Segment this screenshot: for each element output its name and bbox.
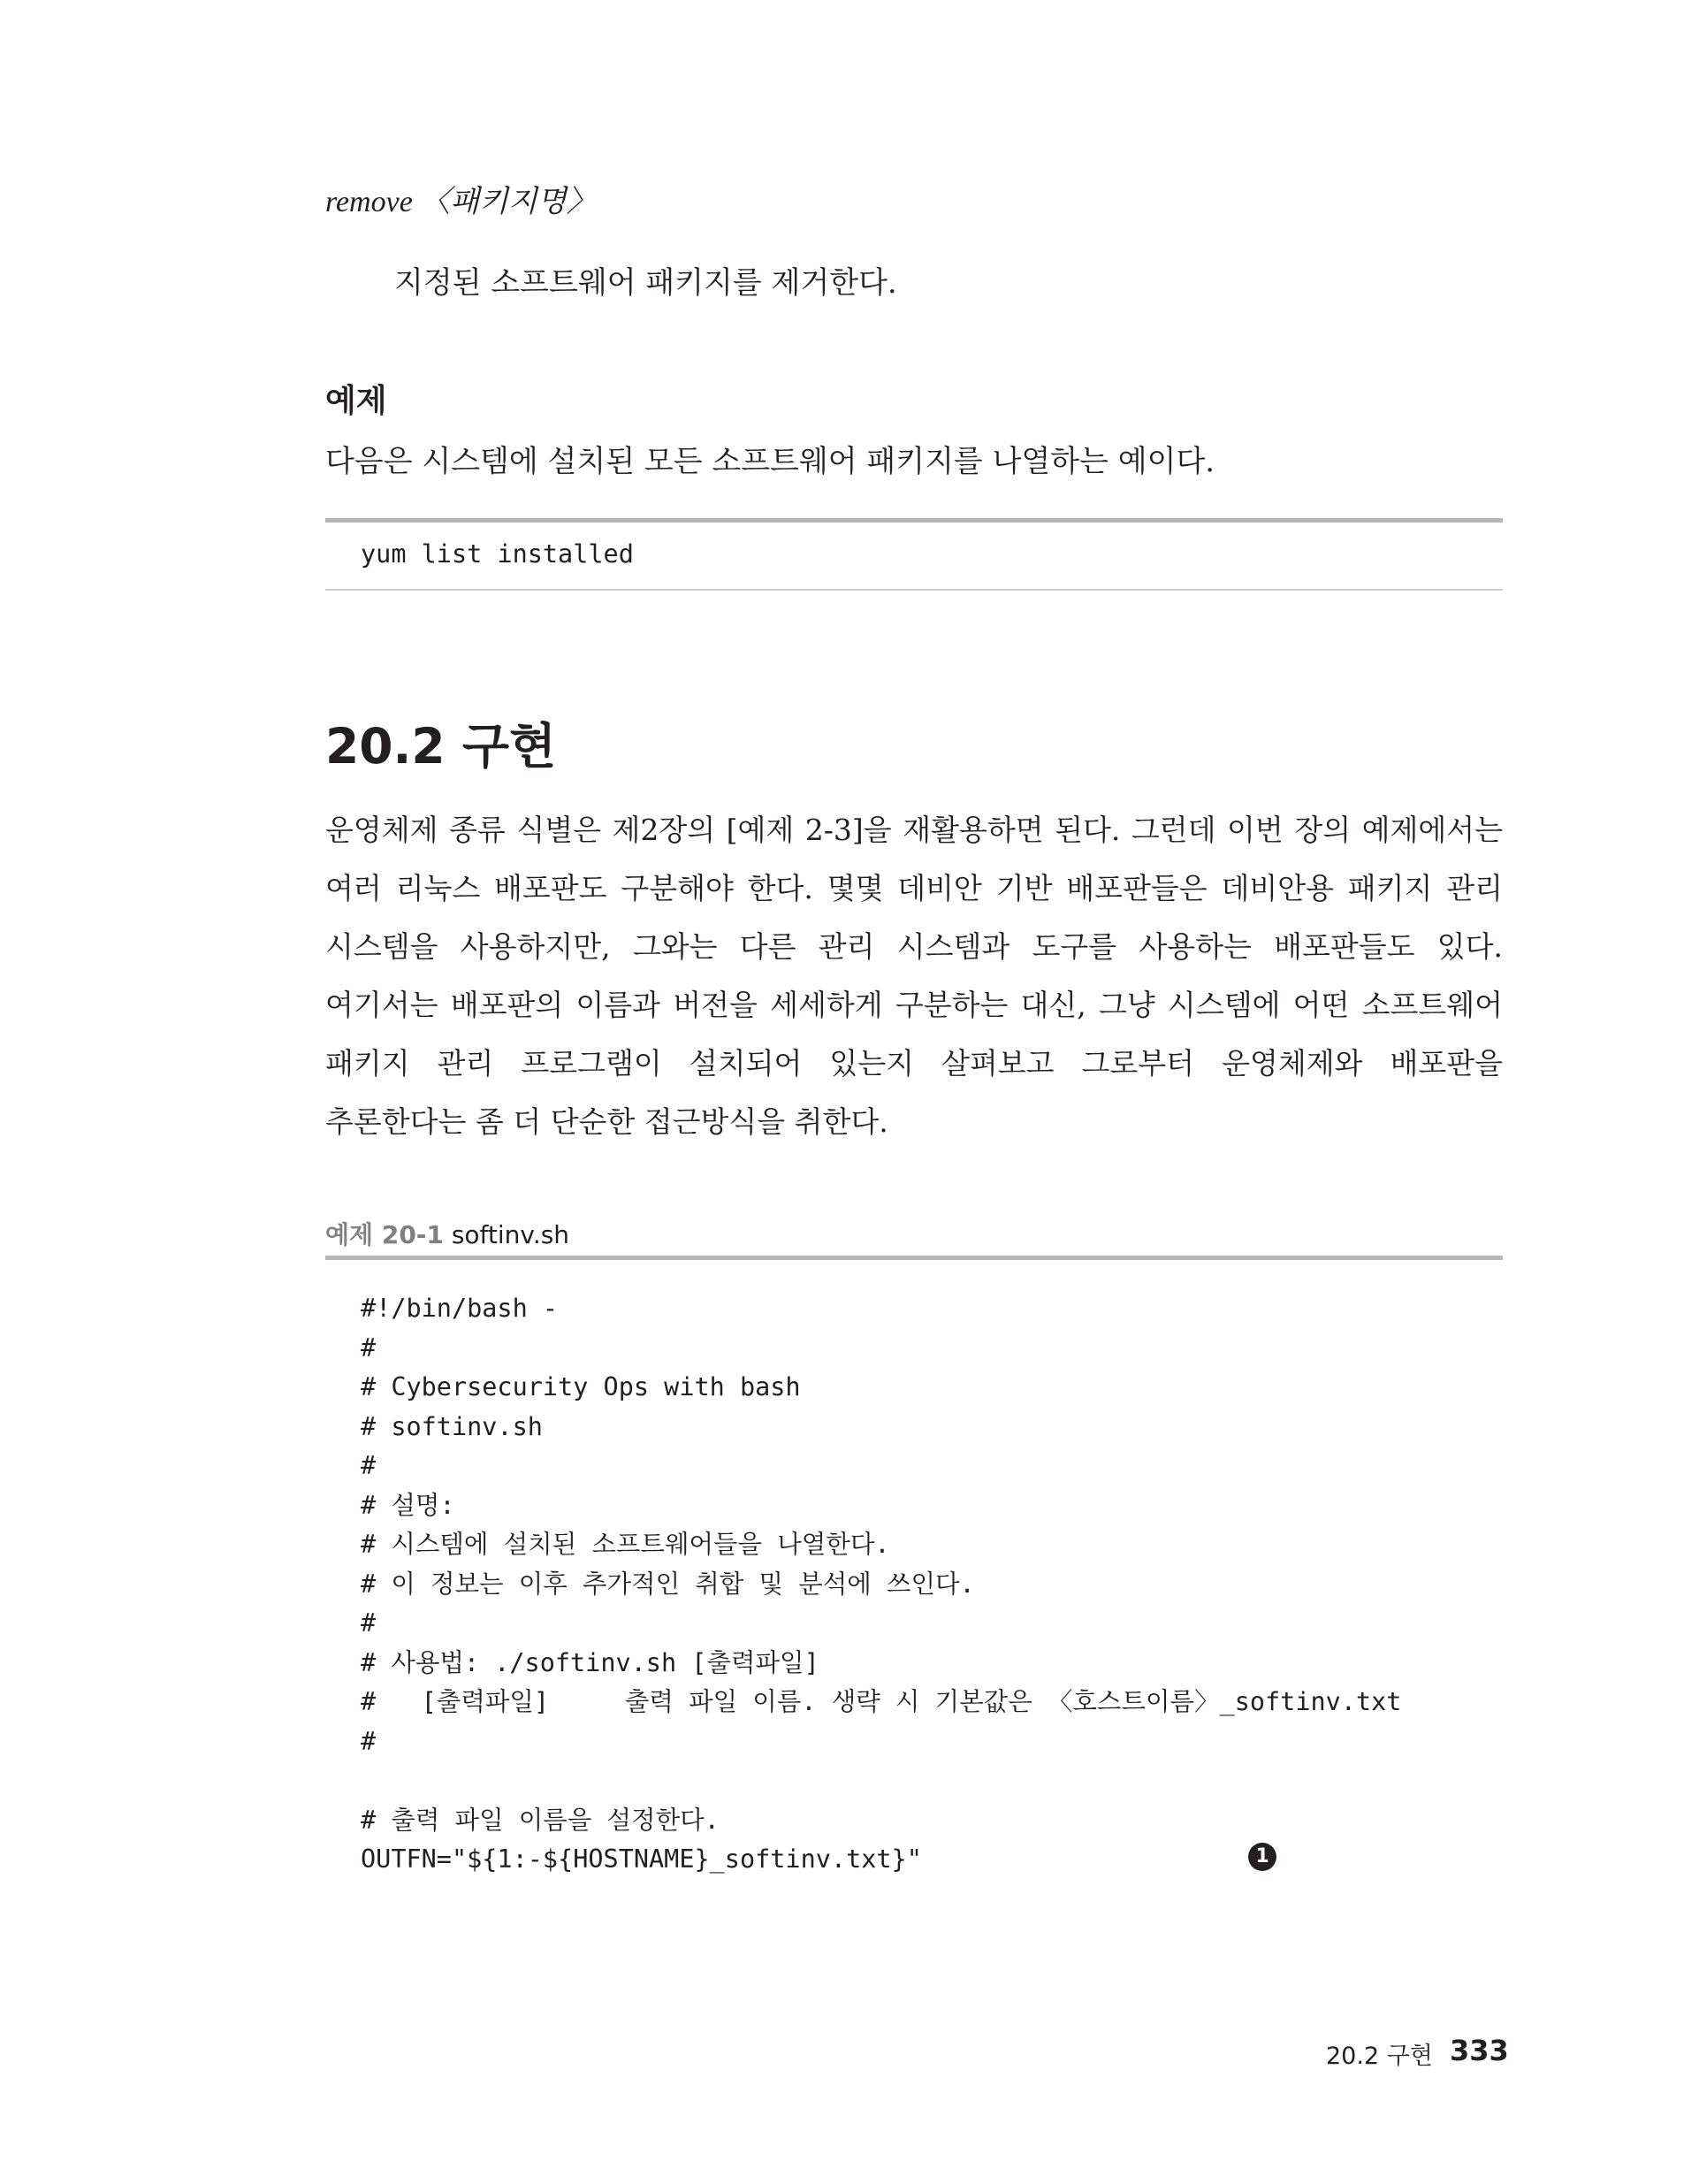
code-block-top-rule <box>325 518 1503 523</box>
option-keyword: remove <box>325 186 413 218</box>
code-line: # softinv.sh <box>361 1411 543 1441</box>
code-block-bottom-rule <box>325 589 1503 591</box>
code-line: # 시스템에 설치된 소프트웨어들을 나열한다. <box>361 1530 890 1559</box>
code-line: # <box>361 1451 377 1480</box>
code-line: # 이 정보는 이후 추가적인 취합 및 분석에 쓰인다. <box>361 1569 975 1599</box>
code-line: # <box>361 1333 377 1363</box>
option-description: 지정된 소프트웨어 패키지를 제거한다. <box>394 265 897 301</box>
listing-filename: softinv.sh <box>451 1220 570 1249</box>
callout-marker: 1 <box>1248 1843 1276 1871</box>
example-code: yum list installed <box>361 539 634 569</box>
option-argument: 〈패키지명〉 <box>420 184 597 219</box>
code-line: # 사용법: ./softinv.sh [출력파일] <box>361 1647 819 1677</box>
code-line: # <box>361 1608 377 1638</box>
footer-section-title: 20.2 구현 <box>1326 2043 1433 2070</box>
listing-code <box>361 1289 1401 1880</box>
listing-caption <box>325 1216 569 1251</box>
code-line: # 출력 파일 이름을 설정한다. <box>361 1805 720 1835</box>
code-line: # Cybersecurity Ops with bash <box>361 1372 801 1401</box>
example-heading: 예제 <box>325 383 387 419</box>
code-line: OUTFN="${1:-${HOSTNAME}_softinv.txt}" <box>361 1844 922 1874</box>
section-title: 20.2 구현 <box>325 718 557 775</box>
code-line: # 설명: <box>361 1490 455 1520</box>
section-paragraph: 운영체제 종류 식별은 제2장의 [예제 2-3]을 재활용하면 된다. 그런데 이번 장의 예제에서는 여러 리눅스 배포판도 구분해야 한다. 몇몇 데비안 기반 배포판들은 데비안용 패키지 관리 시스템을 사용하지만, 그와는 다른 관리 시스템과 도구를 사용하는 배포판들도 있다. 여기서는 배포판의 이름과 버전을 세세하게 구분하는 대신, 그냥 시스템에 어떤 소프트웨어 패키지 관리 프로그램이 설치되어 있는지 살펴보고 그로부터 운영체제와 배포판을 추론한다는 좀 더 단순한 접근방식을 취한다. <box>325 813 1503 1139</box>
code-line: # [출력파일] 출력 파일 이름. 생략 시 기본값은 〈호스트이름〉_softinv.txt <box>361 1687 1402 1716</box>
code-line: # <box>361 1726 377 1756</box>
code-line: #!/bin/bash - <box>361 1294 559 1323</box>
example-intro: 다음은 시스템에 설치된 모든 소프트웨어 패키지를 나열하는 예이다. <box>325 444 1215 479</box>
option-term <box>325 177 597 220</box>
page-number: 333 <box>1450 2034 1509 2067</box>
listing-top-rule <box>325 1256 1503 1260</box>
listing-label: 예제 20-1 <box>325 1220 444 1249</box>
